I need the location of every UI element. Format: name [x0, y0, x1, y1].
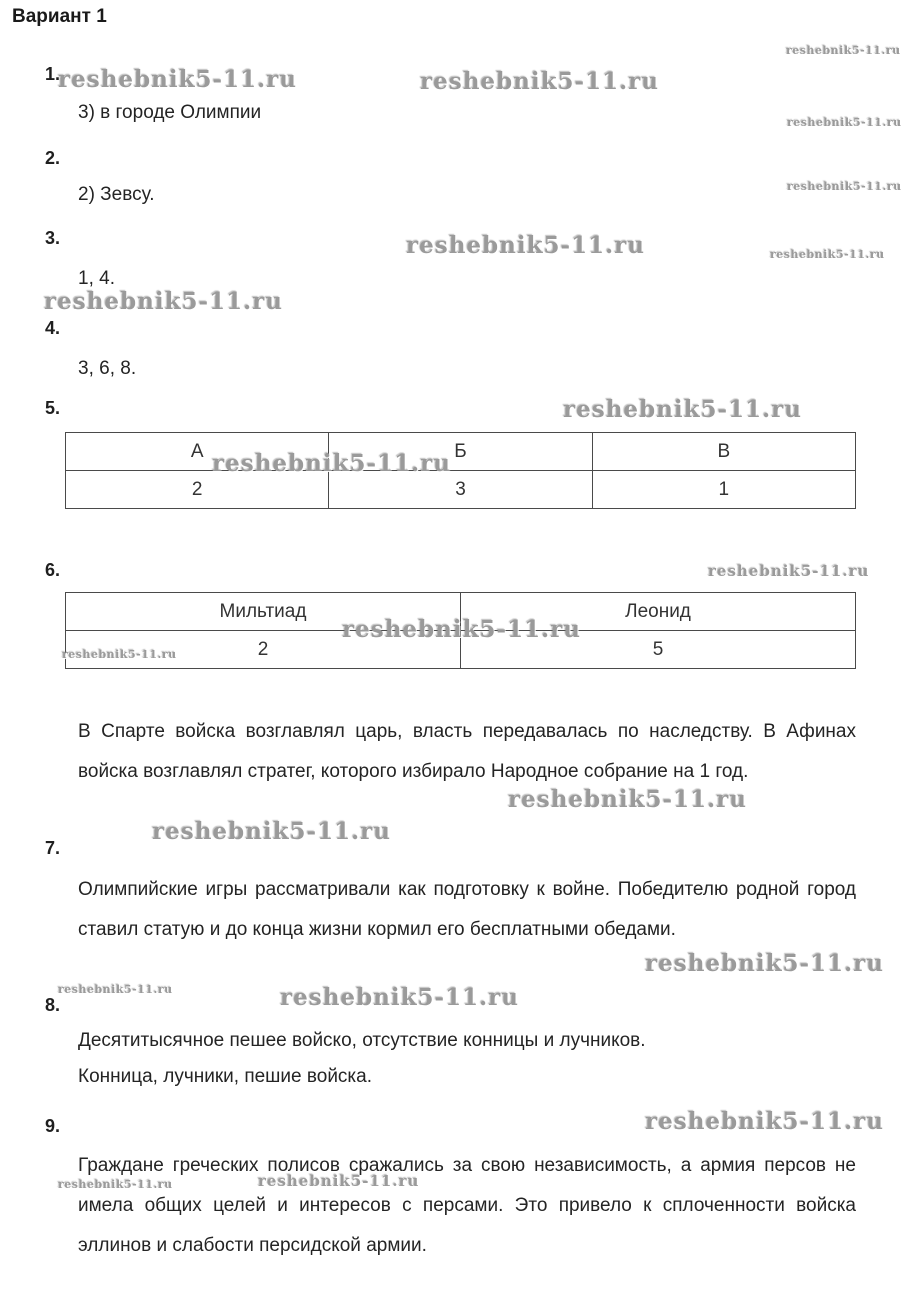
watermark: reshebnik5-11.ru: [708, 562, 870, 580]
table-header-cell: В: [592, 433, 855, 471]
answer-line: 1, 4.: [78, 268, 115, 289]
table-header-cell: Мильтиад: [66, 593, 461, 631]
watermark: reshebnik5-11.ru: [406, 232, 645, 259]
table-value-cell: 5: [461, 631, 856, 669]
table-value-cell: 1: [592, 471, 855, 509]
table-header-cell: Леонид: [461, 593, 856, 631]
item-number-1: 1.: [45, 64, 61, 84]
answer-line: Конница, лучники, пешие войска.: [78, 1066, 373, 1087]
answer-table-6: [65, 592, 856, 669]
table-value-row: [66, 631, 856, 669]
watermark: reshebnik5-11.ru: [258, 1172, 420, 1190]
item-number-5: 5.: [45, 398, 61, 418]
item-number-7: 7.: [45, 838, 61, 858]
watermark: reshebnik5-11.ru: [787, 116, 902, 129]
watermark: reshebnik5-11.ru: [152, 818, 391, 845]
watermark: reshebnik5-11.ru: [212, 450, 451, 477]
watermark: reshebnik5-11.ru: [44, 288, 283, 315]
table-header-row: [66, 433, 856, 471]
answer-paragraph: Граждане греческих полисов сражались за свою независимость, а армия персов не имела общих целей и интересов с персами. Это привело к сплоченности войска эллинов и слабости персидской армии.: [78, 1155, 856, 1256]
watermark: reshebnik5-11.ru: [645, 950, 884, 977]
table-header-cell: А: [66, 433, 329, 471]
watermark: reshebnik5-11.ru: [420, 68, 659, 95]
watermark: reshebnik5-11.ru: [58, 983, 173, 996]
item-number-9: 9.: [45, 1116, 61, 1136]
watermark: reshebnik5-11.ru: [58, 1178, 173, 1191]
item-number-6: 6.: [45, 560, 61, 580]
watermark: reshebnik5-11.ru: [62, 648, 177, 661]
watermark: reshebnik5-11.ru: [770, 248, 885, 261]
table-value-cell: 3: [329, 471, 592, 509]
watermark: reshebnik5-11.ru: [563, 396, 802, 423]
watermark: reshebnik5-11.ru: [786, 44, 901, 57]
table-value-cell: 2: [66, 631, 461, 669]
table-header-row: [66, 593, 856, 631]
item-number-3: 3.: [45, 228, 61, 248]
item-number-8: 8.: [45, 995, 61, 1015]
table-header-cell: Б: [329, 433, 592, 471]
table-value-cell: 2: [66, 471, 329, 509]
page-title: Вариант 1: [12, 6, 107, 27]
answer-line: Десятитысячное пешее войско, отсутствие конницы и лучников.: [78, 1030, 646, 1051]
answer-table-5: [65, 432, 856, 509]
item-number-4: 4.: [45, 318, 61, 338]
answer-line: 3) в городе Олимпии: [78, 102, 262, 123]
answer-line: 2) Зевсу.: [78, 184, 155, 205]
watermark: reshebnik5-11.ru: [508, 786, 747, 813]
watermark: reshebnik5-11.ru: [342, 616, 581, 643]
table-value-row: [66, 471, 856, 509]
item-number-2: 2.: [45, 148, 61, 168]
answer-paragraph: В Спарте войска возглавлял царь, власть передавалась по наследству. В Афинах войска возглавлял стратег, которого избирало Народное собрание на 1 год.: [78, 721, 856, 782]
watermark: reshebnik5-11.ru: [280, 984, 519, 1011]
watermark: reshebnik5-11.ru: [787, 180, 902, 193]
watermark: reshebnik5-11.ru: [58, 66, 297, 93]
answer-line: 3, 6, 8.: [78, 358, 137, 379]
watermark: reshebnik5-11.ru: [645, 1108, 884, 1135]
answer-paragraph: Олимпийские игры рассматривали как подготовку к войне. Победителю родной город ставил статую и до конца жизни кормил его бесплатными обедами.: [78, 879, 856, 940]
